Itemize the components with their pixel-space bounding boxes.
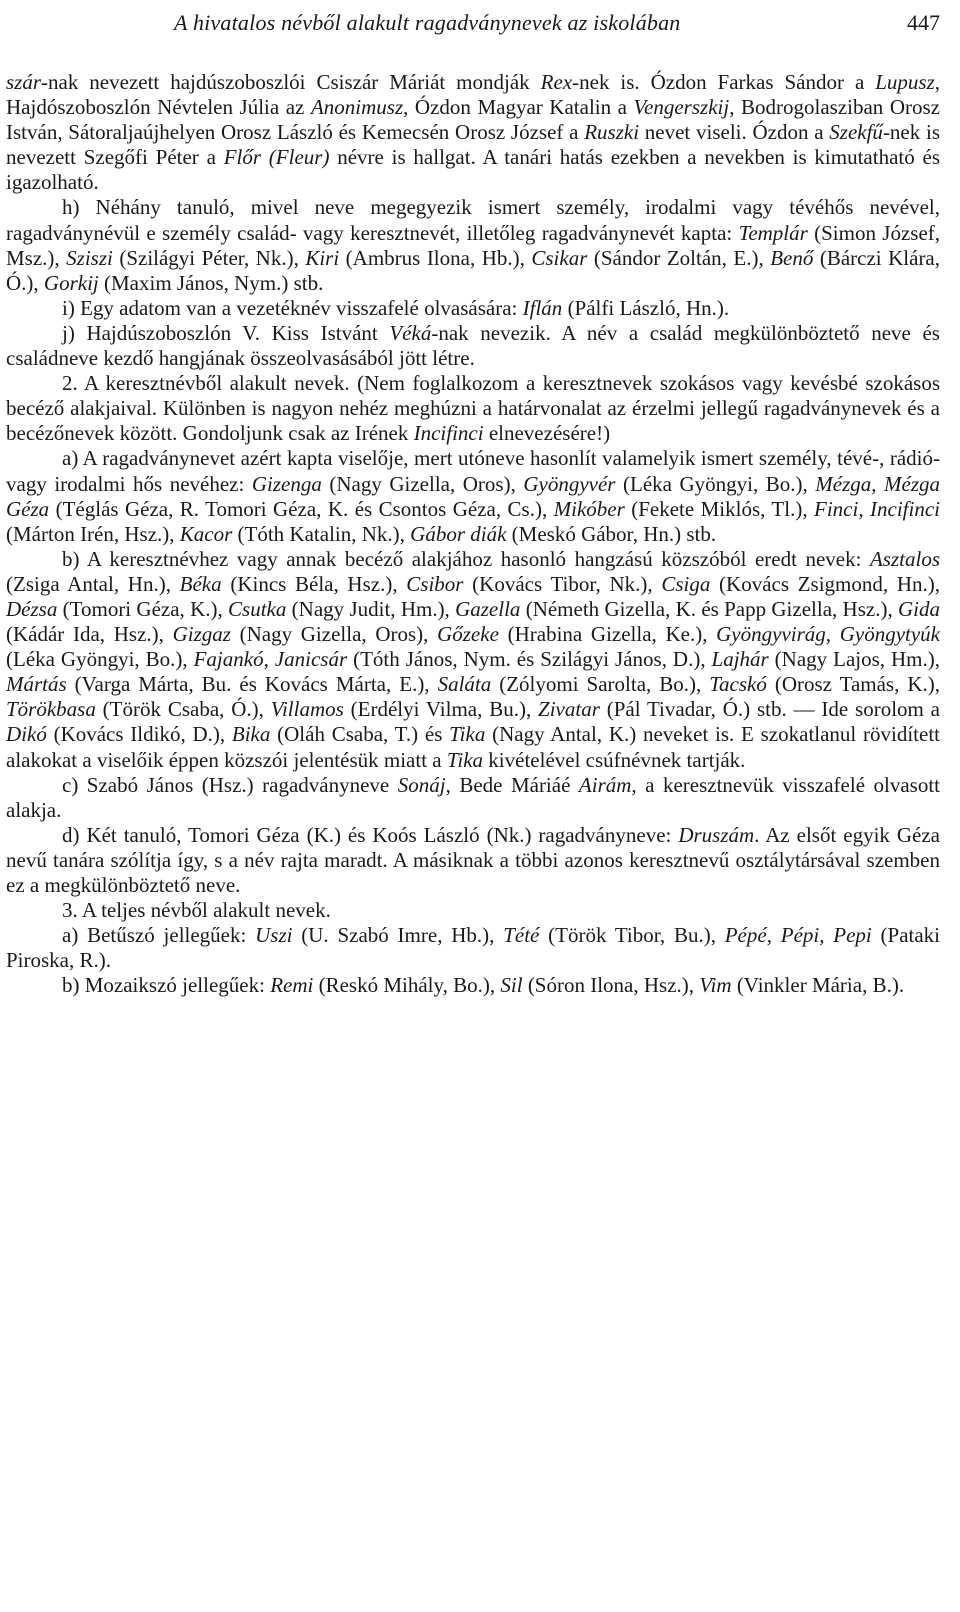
paragraph: a) A ragadványnevet azért kapta viselője, mert utóneve hasonlít valamelyik ismert személy, tévé-, rádió- vagy irodalmi hős nevéhez: Gizenga (Nagy Gizella, Oros), Gyöngyvér (Léka Gyöngyi, Bo.), Mézga, Mézga Géza (Téglás Géza, R. Tomori Géza, K. és Csontos Géza, Cs.), Mikóber (Fekete Miklós, Tl.), Finci, Incifinci (Márton Irén, Hsz.), Kacor (Tóth Katalin, Nk.), Gábor diák (Meskó Gábor, Hn.) stb. — [6, 446, 941, 546]
paragraph: 2. A keresztnévből alakult nevek. (Nem foglalkozom a keresztnevek szokásos vagy kevésbé szokásos becéző alakjaival. Különben is nagyon nehéz meghúzni a határvonalat az érzelmi jellegű ragadványnevek és a becézőnevek között. Gondoljunk csak az Irének Incifinci elnevezésére!) — [6, 371, 940, 446]
running-title: A hivatalos névből alakult ragadványnevek az iskolában — [174, 10, 681, 35]
page-header — [6, 6, 940, 40]
paragraph: h) Néhány tanuló, mivel neve megegyezik ismert személy, irodalmi vagy tévéhős nevével, ragadványnévül e személy család- vagy keresztnevét, illetőleg ragadványnevét kapta: Templár (Simon József, Msz.), Sziszi (Szilágyi Péter, Nk.), Kiri (Ambrus Ilona, Hb.), Csikar (Sándor Zoltán, E.), Benő (Bárczi Klára, Ó.), Gorkij (Maxim János, Nym.) stb. — [6, 195, 941, 295]
paragraph: b) Mozaikszó jellegűek: Remi (Reskó Mihály, Bo.), Sil (Sóron Ilona, Hsz.), Vim (Vinkler Mária, B.). — [62, 973, 905, 998]
paragraph: c) Szabó János (Hsz.) ragadványneve Sonáj, Bede Máriáé Airám, a keresztnevük visszafelé olvasott alakja. — [6, 772, 940, 822]
document-page — [6, 6, 940, 998]
paragraph: a) Betűszó jellegűek: Uszi (U. Szabó Imre, Hb.), Tété (Török Tibor, Bu.), Pépé, Pépi, Pepi (Pataki Piroska, R.). — [6, 923, 940, 973]
paragraph: 3. A teljes névből alakult nevek. — [62, 898, 331, 923]
paragraph: d) Két tanuló, Tomori Géza (K.) és Koós László (Nk.) ragadványneve: Druszám. Az elsőt egyik Géza nevű tanára szólítja így, s a név rajta maradt. A másiknak a többi azonos keresztnevű osztálytársával szemben ez a megkülönböztető neve. — [6, 822, 940, 897]
paragraph: i) Egy adatom van a vezetéknév visszafelé olvasására: Iflán (Pálfi László, Hn.). — [62, 295, 730, 320]
paragraph: b) A keresztnévhez vagy annak becéző alakjához hasonló hangzású közszóból eredt nevek: Asztalos (Zsiga Antal, Hn.), Béka (Kincs Béla, Hsz.), Csibor (Kovács Tibor, Nk.), Csiga (Kovács Zsigmond, Hn.), Dézsa (Tomori Géza, K.), Csutka (Nagy Judit, Hm.), Gazella (Németh Gizella, K. és Papp Gizella, Hsz.), Gida (Kádár Ida, Hsz.), Gizgaz (Nagy Gizella, Oros), Gőzeke (Hrabina Gizella, Ke.), Gyöngyvirág, Gyöngytyúk (Léka Gyöngyi, Bo.), Fajankó, Janicsár (Tóth János, Nym. és Szilágyi János, D.), Lajhár (Nagy Lajos, Hm.), Mártás (Varga Márta, Bu. és Kovács Márta, E.), Saláta (Zólyomi Sarolta, Bo.), Tacskó (Orosz Tamás, K.), Törökbasa (Török Csaba, Ó.), Villamos (Erdélyi Vilma, Bu.), Zivatar (Pál Tivadar, Ó.) stb. — Ide sorolom a Dikó (Kovács Ildikó, D.), Bika (Oláh Csaba, T.) és Tika (Nagy Antal, K.) neveket is. E szokatlanul rövidített alakokat a viselőik éppen közszói jelentésük miatt a Tika kivételével csúfnévnek tartják. — [6, 546, 941, 772]
paragraph: j) Hajdúszoboszlón V. Kiss Istvánt Véká-nak nevezik. A név a család megkülönböztető neve és családneve kezdő hangjának összeolvasásából jött létre. — [6, 320, 940, 371]
body-text — [6, 70, 940, 998]
page-number: 447 — [907, 10, 940, 35]
paragraph: szár-nak nevezett hajdúszoboszlói Csiszár Máriát mondják Rex-nek is. Ózdon Farkas Sándor a Lupusz, Hajdószoboszlón Névtelen Júlia az Anonimusz, Ózdon Magyar Katalin a Vengerszkij, Bodrogolasziban Orosz István, Sátoraljaújhelyen Orosz László és Kemecsén Orosz József a Ruszki nevet viseli. Ózdon a Szekfű-nek is nevezett Szegőfi Péter a Flőr (Fleur) névre is hallgat. A tanári hatás ezekben a nevekben is kimutatható és igazolható. — [6, 70, 941, 195]
